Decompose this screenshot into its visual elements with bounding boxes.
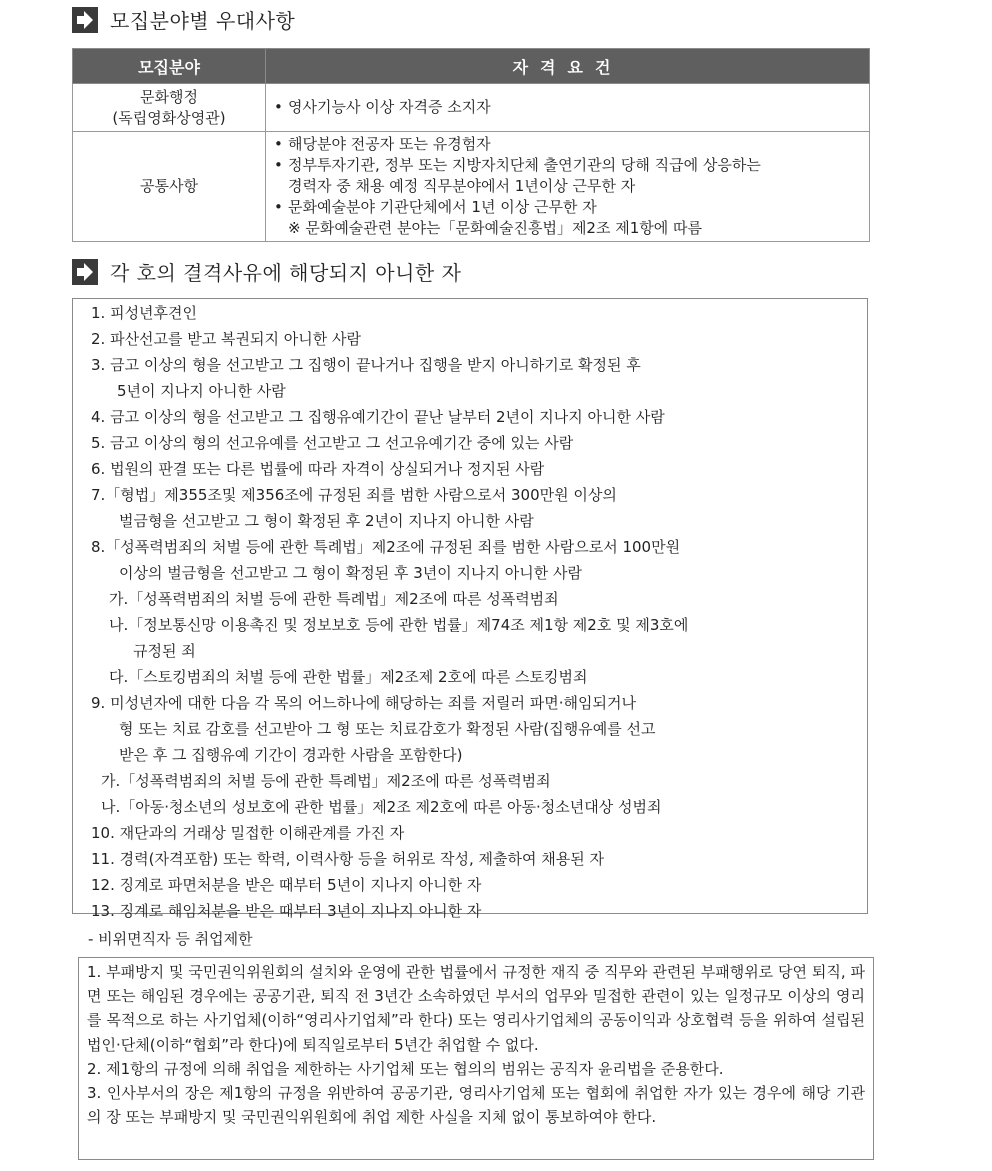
list-item: 8.「성폭력범죄의 처벌 등에 관한 특례법」제2조에 규정된 죄를 범한 사람으로서 100만원: [91, 538, 681, 556]
list-item: 가.「성폭력범죄의 처벌 등에 관한 특례법」제2조에 따른 성폭력범죄: [101, 772, 551, 790]
list-item: 9. 미성년자에 대한 다음 각 목의 어느하나에 해당하는 죄를 저릴러 파면·해임되거나: [91, 694, 636, 712]
list-item: 다.「스토킹범죄의 처벌 등에 관한 법률」제2조제 2호에 따른 스토킹범죄: [109, 668, 588, 686]
list-item: 1. 피성년후견인: [91, 304, 198, 322]
restriction-paragraph: 1. 부패방지 및 국민권익위원회의 설치와 운영에 관한 법률에서 규정한 재직 중 직무와 관련된 부패행위로 당연 퇴직, 파면 또는 해임된 경우에는 공공기관, 퇴직 전 3년간 소속하였던 부서의 업무와 밀접한 관련이 있는 일정규모 이상의 영리를 목적으로 하는 사기업체(이하“영리사기업체”라 한다) 또는 영리사기업체의 공동이익과 상호협력 등을 위하여 설립된 법인·단체(이하“협회”라 한다)에 퇴직일로부터 5년간 취업할 수 없다.: [87, 963, 865, 1054]
field-cell: [73, 84, 266, 132]
note-text: ※ 문화예술관련 분야는「문화예술진흥법」제2조 제1항에 따름: [288, 219, 702, 237]
list-item: • 정부투자기관, 정부 또는 지방자치단체 출연기관의 당해 직급에 상응하는 경력자 중 채용 예정 직무분야에서 1년이상 근무한 자: [274, 156, 761, 195]
list-item: 5. 금고 이상의 형의 선고유예를 선고받고 그 선고유예기간 중에 있는 사람: [91, 434, 574, 452]
list-item: 벌금형을 선고받고 그 형이 확정된 후 2년이 지나지 아니한 사람: [119, 512, 534, 530]
employment-restriction-box: [78, 957, 874, 1160]
list-item: 이상의 벌금형을 선고받고 그 형이 확정된 후 3년이 지나지 아니한 사람: [119, 564, 582, 582]
list-item: 받은 후 그 집행유예 기간이 경과한 사람을 포함한다): [119, 746, 463, 764]
list-item: 5년이 지나지 아니한 사람: [117, 382, 286, 400]
list-item: 나.「아동·청소년의 성보호에 관한 법률」제2조 제2호에 따른 아동·청소년대상 성범죄: [101, 798, 662, 816]
list-item: 3. 금고 이상의 형을 선고받고 그 집행이 끝나거나 집행을 받지 아니하기로 확정된 후: [91, 356, 641, 374]
list-item: • 문화예술분야 기관단체에서 1년 이상 근무한 자 ※ 문화예술관련 분야는「문화예술진흥법」제2조 제1항에 따름: [274, 198, 702, 237]
table-header-row: [73, 49, 870, 84]
section-heading-disqualifications: [72, 257, 461, 286]
restriction-paragraph: 2. 제1항의 규정에 의해 취업을 제한하는 사기업체 또는 협의의 범위는 공직자 윤리법을 준용한다.: [87, 1059, 724, 1078]
header-field: 모집분야: [73, 49, 266, 84]
bullet-icon: •: [274, 135, 283, 153]
field-name: 공통사항: [140, 177, 198, 195]
list-item: 2. 파산선고를 받고 복권되지 아니한 사람: [91, 330, 361, 348]
arrow-right-icon: [72, 259, 98, 285]
bullet-icon: •: [274, 198, 283, 216]
requirements-cell: [266, 132, 870, 242]
list-item: 가.「성폭력범죄의 처벌 등에 관한 특례법」제2조에 따른 성폭력범죄: [109, 590, 559, 608]
field-cell: [73, 132, 266, 242]
section-heading-preferences: [72, 5, 295, 34]
field-name-sub: (독립영화상영관): [112, 108, 226, 127]
list-item: 규정된 죄: [133, 642, 196, 660]
list-item: 7.「형법」제355조및 제356조에 규정된 죄를 범한 사람으로서 300만원 이상의: [91, 486, 617, 504]
disqualification-list: [72, 298, 868, 920]
list-item: 형 또는 치료 감호를 선고받아 그 형 또는 치료감호가 확정된 사람(집행유예를 선고: [119, 720, 656, 738]
list-item: 4. 금고 이상의 형을 선고받고 그 집행유예기간이 끝난 날부터 2년이 지나지 아니한 사람: [91, 408, 665, 426]
list-item: • 영사기능사 이상 자격증 소지자: [274, 98, 491, 116]
bullet-icon: •: [274, 156, 283, 174]
list-item: 11. 경력(자격포함) 또는 학력, 이력사항 등을 허위로 작성, 제출하여 채용된 자: [91, 850, 604, 868]
list-item: 나.「정보통신망 이용촉진 및 정보보호 등에 관한 법률」제74조 제1항 제2호 및 제3호에: [109, 616, 689, 634]
list-item: 6. 법원의 판결 또는 다른 법률에 따라 자격이 상실되거나 정지된 사람: [91, 460, 545, 478]
list-item: 10. 재단과의 거래상 밀접한 이해관계를 가진 자: [91, 824, 405, 842]
section-title: 모집분야별 우대사항: [110, 9, 296, 33]
requirements-cell: [266, 84, 870, 132]
section-title: 각 호의 결격사유에 해당되지 아니한 자: [110, 261, 462, 285]
field-name: 문화행정: [140, 87, 198, 106]
restriction-paragraph: 3. 인사부서의 장은 제1항의 규정을 위반하여 공공기관, 영리사기업체 또는 협회에 취업한 자가 있는 경우에 해당 기관의 장 또는 부패방지 및 국민권익위원회에 취업 제한 사실을 지체 없이 통보하여야 한다.: [87, 1084, 865, 1127]
list-item: • 해당분야 전공자 또는 유경험자: [274, 135, 491, 153]
header-requirements: 자격요건: [266, 49, 870, 84]
table-row: [73, 84, 870, 132]
requirements-table: [72, 48, 870, 242]
list-item: 12. 징계로 파면처분을 받은 때부터 5년이 지나지 아니한 자: [91, 876, 482, 894]
arrow-right-icon: [72, 7, 98, 33]
list-item: 13. 징계로 해임처분을 받은 때부터 3년이 지나지 아니한 자: [91, 902, 482, 920]
subsection-label: - 비위면직자 등 취업제한: [88, 930, 253, 948]
table-row: [73, 132, 870, 242]
bullet-icon: •: [274, 98, 283, 116]
